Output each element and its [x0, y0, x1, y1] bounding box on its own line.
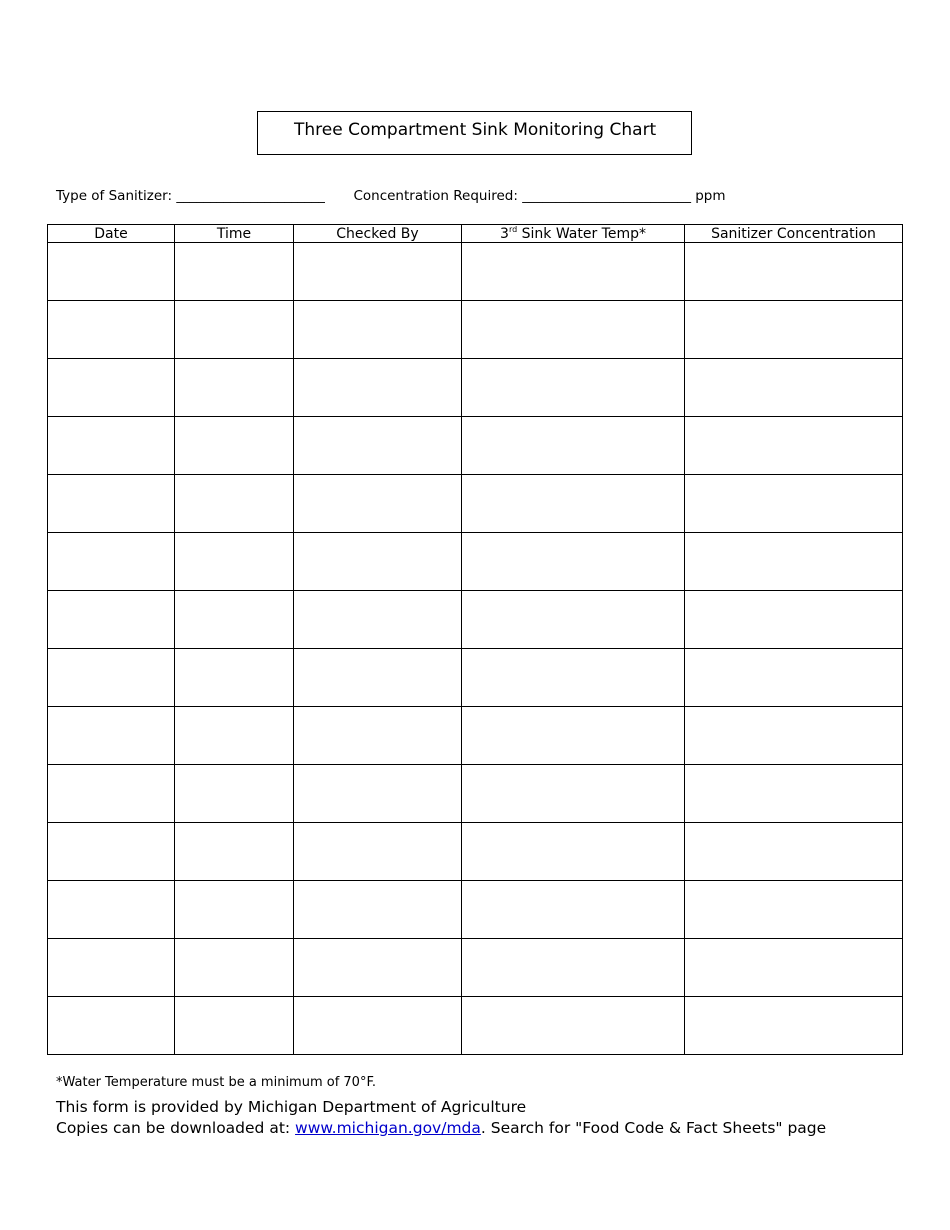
- title-box: [257, 111, 692, 155]
- table-row: [48, 243, 903, 301]
- entry-cell[interactable]: [462, 475, 685, 533]
- form-fields: [56, 188, 726, 204]
- entry-cell[interactable]: [685, 417, 903, 475]
- entry-cell[interactable]: [48, 765, 175, 823]
- provided-by: This form is provided by Michigan Department of Agriculture: [56, 1098, 527, 1116]
- entry-cell[interactable]: [685, 301, 903, 359]
- entry-cell[interactable]: [685, 591, 903, 649]
- entry-cell[interactable]: [462, 591, 685, 649]
- header-checked-by: Checked By: [294, 225, 462, 243]
- entry-cell[interactable]: [48, 417, 175, 475]
- mda-link[interactable]: www.michigan.gov/mda: [295, 1119, 481, 1137]
- entry-cell[interactable]: [294, 243, 462, 301]
- table-row: [48, 301, 903, 359]
- entry-cell[interactable]: [48, 823, 175, 881]
- sanitizer-blank[interactable]: ______________________: [176, 188, 325, 204]
- table-row: [48, 359, 903, 417]
- entry-cell[interactable]: [48, 359, 175, 417]
- entry-cell[interactable]: [48, 881, 175, 939]
- entry-cell[interactable]: [685, 881, 903, 939]
- page-title: Three Compartment Sink Monitoring Chart: [294, 120, 657, 140]
- entry-cell[interactable]: [685, 765, 903, 823]
- entry-cell[interactable]: [175, 939, 294, 997]
- entry-cell[interactable]: [175, 881, 294, 939]
- entry-cell[interactable]: [462, 243, 685, 301]
- entry-cell[interactable]: [685, 359, 903, 417]
- entry-cell[interactable]: [685, 475, 903, 533]
- entry-cell[interactable]: [294, 765, 462, 823]
- entry-cell[interactable]: [175, 649, 294, 707]
- entry-cell[interactable]: [462, 533, 685, 591]
- entry-cell[interactable]: [48, 997, 175, 1055]
- entry-cell[interactable]: [462, 823, 685, 881]
- temperature-footnote: *Water Temperature must be a minimum of 70°F.: [56, 1075, 376, 1090]
- entry-cell[interactable]: [48, 475, 175, 533]
- entry-cell[interactable]: [462, 649, 685, 707]
- entry-cell[interactable]: [294, 707, 462, 765]
- entry-cell[interactable]: [48, 649, 175, 707]
- entry-cell[interactable]: [48, 533, 175, 591]
- header-concentration: Sanitizer Concentration: [685, 225, 903, 243]
- entry-cell[interactable]: [175, 359, 294, 417]
- entry-cell[interactable]: [175, 591, 294, 649]
- credit-text: [56, 1097, 826, 1139]
- entry-cell[interactable]: [294, 997, 462, 1055]
- entry-cell[interactable]: [175, 417, 294, 475]
- entry-cell[interactable]: [175, 475, 294, 533]
- entry-cell[interactable]: [175, 243, 294, 301]
- table-row: [48, 533, 903, 591]
- table-row: [48, 823, 903, 881]
- entry-cell[interactable]: [294, 475, 462, 533]
- entry-cell[interactable]: [685, 707, 903, 765]
- table-row: [48, 591, 903, 649]
- table-header-row: [48, 225, 903, 243]
- entry-cell[interactable]: [462, 359, 685, 417]
- entry-cell[interactable]: [685, 997, 903, 1055]
- entry-cell[interactable]: [685, 649, 903, 707]
- entry-cell[interactable]: [48, 939, 175, 997]
- entry-cell[interactable]: [685, 533, 903, 591]
- unit-label: ppm: [695, 188, 726, 204]
- entry-cell[interactable]: [294, 533, 462, 591]
- entry-cell[interactable]: [462, 301, 685, 359]
- entry-cell[interactable]: [48, 591, 175, 649]
- entry-cell[interactable]: [294, 591, 462, 649]
- table-row: [48, 939, 903, 997]
- header-time: Time: [175, 225, 294, 243]
- table-row: [48, 707, 903, 765]
- entry-cell[interactable]: [462, 417, 685, 475]
- header-water-temp: 3rd Sink Water Temp*: [462, 225, 685, 243]
- table-row: [48, 417, 903, 475]
- entry-cell[interactable]: [48, 707, 175, 765]
- monitoring-table: [47, 224, 903, 1055]
- entry-cell[interactable]: [175, 533, 294, 591]
- table-row: [48, 997, 903, 1055]
- entry-cell[interactable]: [462, 707, 685, 765]
- entry-cell[interactable]: [294, 649, 462, 707]
- entry-cell[interactable]: [175, 997, 294, 1055]
- entry-cell[interactable]: [294, 823, 462, 881]
- table-row: [48, 765, 903, 823]
- entry-cell[interactable]: [462, 881, 685, 939]
- entry-cell[interactable]: [462, 939, 685, 997]
- entry-cell[interactable]: [294, 301, 462, 359]
- entry-cell[interactable]: [294, 881, 462, 939]
- entry-cell[interactable]: [175, 765, 294, 823]
- entry-cell[interactable]: [685, 939, 903, 997]
- entry-cell[interactable]: [175, 707, 294, 765]
- entry-cell[interactable]: [294, 939, 462, 997]
- entry-cell[interactable]: [462, 997, 685, 1055]
- table-row: [48, 649, 903, 707]
- header-date: Date: [48, 225, 175, 243]
- entry-cell[interactable]: [294, 359, 462, 417]
- concentration-label: Concentration Required:: [353, 188, 518, 204]
- entry-cell[interactable]: [48, 301, 175, 359]
- entry-cell[interactable]: [48, 243, 175, 301]
- concentration-blank[interactable]: _________________________: [522, 188, 691, 204]
- table-row: [48, 881, 903, 939]
- entry-cell[interactable]: [175, 301, 294, 359]
- entry-cell[interactable]: [175, 823, 294, 881]
- copies-line: Copies can be downloaded at: www.michigan.gov/mda. Search for "Food Code & Fact Sheets" page: [56, 1119, 827, 1137]
- sanitizer-label: Type of Sanitizer:: [56, 188, 173, 204]
- entry-cell[interactable]: [685, 243, 903, 301]
- entry-cell[interactable]: [685, 823, 903, 881]
- entry-cell[interactable]: [294, 417, 462, 475]
- table-row: [48, 475, 903, 533]
- entry-cell[interactable]: [462, 765, 685, 823]
